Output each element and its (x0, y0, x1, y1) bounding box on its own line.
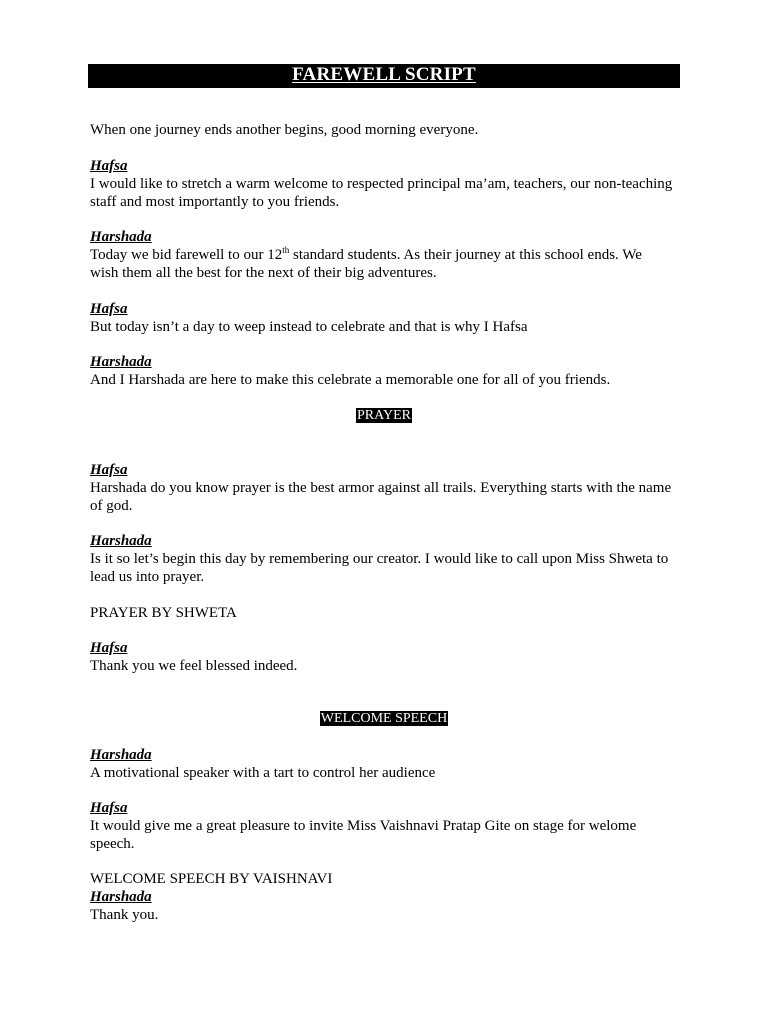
speaker-label: Hafsa (90, 301, 128, 317)
stage-direction: PRAYER BY SHWETA (90, 605, 237, 621)
dialogue-line: I would like to stretch a warm welcome to respected principal ma’am, teachers, our non-teaching (90, 176, 673, 192)
dialogue-line: of god. (90, 498, 133, 514)
dialogue-text: standard students. As their journey at this school ends. We (289, 247, 642, 263)
dialogue-line: Harshada do you know prayer is the best armor against all trails. Everything starts with the name (90, 480, 672, 496)
dialogue-line: And I Harshada are here to make this celebrate a memorable one for all of you friends. (90, 372, 611, 388)
title-bar (88, 64, 680, 88)
dialogue-line: Thank you we feel blessed indeed. (90, 658, 298, 674)
speaker-label: Hafsa (90, 800, 128, 816)
intro-line: When one journey ends another begins, good morning everyone. (90, 122, 479, 138)
dialogue-line: But today isn’t a day to weep instead to celebrate and that is why I Hafsa (90, 319, 528, 335)
dialogue-line: lead us into prayer. (90, 569, 205, 585)
dialogue-line: staff and most importantly to you friends. (90, 194, 340, 210)
speaker-label: Hafsa (90, 462, 128, 478)
speaker-label: Hafsa (90, 640, 128, 656)
section-heading-text: PRAYER (357, 408, 411, 423)
dialogue-line (90, 246, 642, 264)
speaker-label: Harshada (90, 229, 152, 245)
document-title: FAREWELL SCRIPT (292, 64, 476, 85)
section-heading-text: WELCOME SPEECH (320, 711, 448, 726)
dialogue-line: It would give me a great pleasure to invite Miss Vaishnavi Pratap Gite on stage for welome (90, 818, 637, 834)
speaker-label: Harshada (90, 533, 152, 549)
speaker-label: Harshada (90, 354, 152, 370)
dialogue-line: Thank you. (90, 907, 159, 923)
superscript: th (282, 245, 290, 255)
dialogue-text: Today we bid farewell to our 12 (90, 247, 283, 263)
dialogue-line: A motivational speaker with a tart to control her audience (90, 765, 436, 781)
speaker-label: Hafsa (90, 158, 128, 174)
speaker-label: Harshada (90, 889, 152, 905)
dialogue-line: wish them all the best for the next of their big adventures. (90, 265, 437, 281)
dialogue-line: speech. (90, 836, 135, 852)
speaker-label: Harshada (90, 747, 152, 763)
section-heading-welcome (0, 710, 768, 727)
dialogue-line: Is it so let’s begin this day by remembering our creator. I would like to call upon Miss Shweta to (90, 551, 669, 567)
stage-direction: WELCOME SPEECH BY VAISHNAVI (90, 871, 333, 887)
section-heading-prayer (0, 407, 768, 424)
